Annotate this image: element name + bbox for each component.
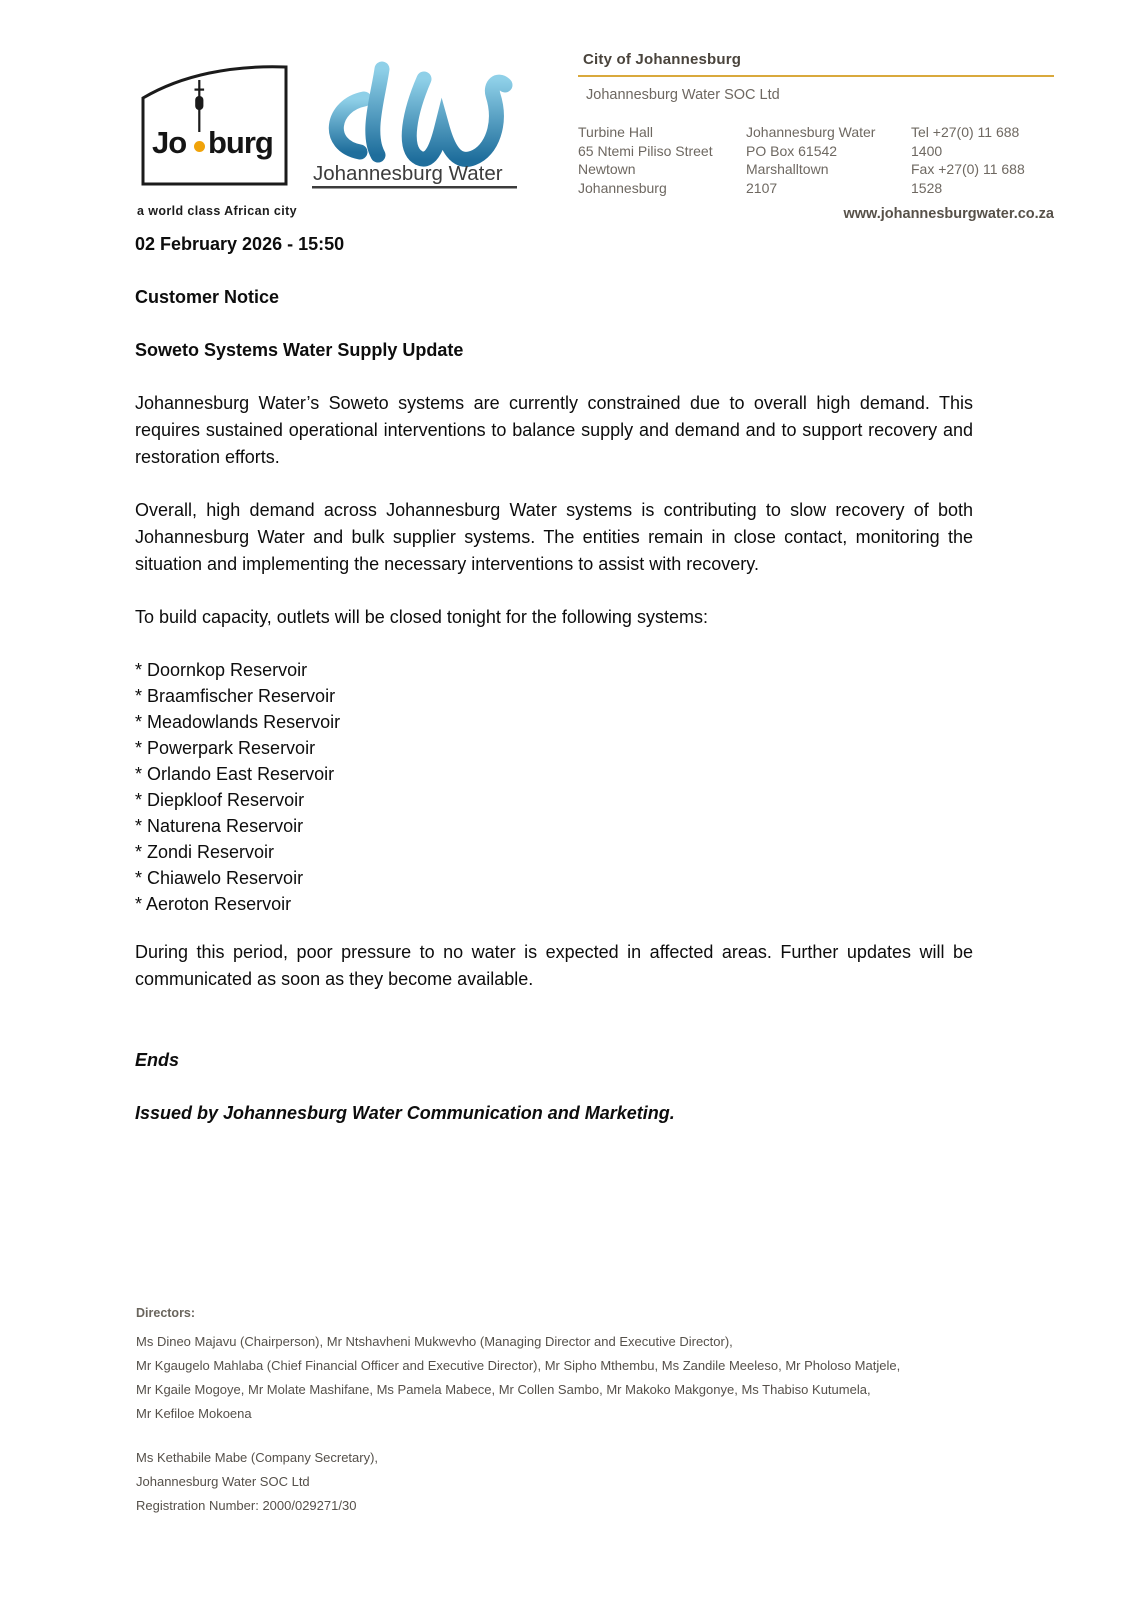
- reservoir-item: * Aeroton Reservoir: [135, 894, 292, 914]
- reservoir-item: * Meadowlands Reservoir: [135, 712, 341, 732]
- list-intro: To build capacity, outlets will be closed tonight for the following systems:: [135, 607, 708, 627]
- company-secretary-line: Ms Kethabile Mabe (Company Secretary),: [136, 1450, 379, 1465]
- directors-line: Mr Kgaugelo Mahlaba (Chief Financial Officer and Executive Director), Mr Sipho Mthembu, Ms Zandile Meeleso, Mr Pholoso Matjele,: [136, 1358, 901, 1373]
- paragraph-2: Overall, high demand across Johannesburg Water systems is contributing to slow recovery of both Johannesburg Water and bulk supplier systems. The entities remain in close contact, monitoring the situation and implementing the necessary interventions to assist with recovery.: [135, 500, 973, 574]
- notice-title: Customer Notice: [135, 287, 280, 307]
- footer-company: Johannesburg Water SOC Ltd: [136, 1474, 310, 1489]
- registration-number: Registration Number: 2000/029271/30: [136, 1498, 357, 1513]
- gold-divider: [578, 75, 1054, 77]
- closing-paragraph: During this period, poor pressure to no water is expected in affected areas. Further updates will be communicated as soon as they become available.: [135, 942, 973, 989]
- website-url: www.johannesburgwater.co.za: [843, 206, 1054, 222]
- joburg-logo-text-jo: Jo: [152, 125, 187, 160]
- notice-subject: Soweto Systems Water Supply Update: [135, 340, 464, 360]
- street-address: Turbine Hall 65 Ntemi Piliso Street Newtown Johannesburg: [578, 124, 713, 196]
- directors-list: [136, 1330, 966, 1426]
- joburg-logo: [137, 62, 297, 218]
- reservoir-item: * Zondi Reservoir: [135, 842, 275, 862]
- paragraph-1: Johannesburg Water’s Soweto systems are currently constrained due to overall high demand. This requires sustained operational interventions to balance supply and demand and to support recovery and restoration efforts.: [135, 393, 973, 467]
- reservoir-item: * Orlando East Reservoir: [135, 764, 335, 784]
- postal-address: Johannesburg Water PO Box 61542 Marshalltown 2107: [746, 124, 876, 196]
- johannesburg-water-logo: [312, 57, 517, 197]
- issued-by-line: Issued by Johannesburg Water Communication and Marketing.: [135, 1103, 675, 1123]
- reservoir-item: * Chiawelo Reservoir: [135, 868, 304, 888]
- directors-line: Ms Dineo Majavu (Chairperson), Mr Ntshavheni Mukwevho (Managing Director and Executive Director),: [136, 1334, 733, 1349]
- orange-dot: [194, 141, 205, 152]
- jw-logo-underline: [312, 186, 517, 189]
- contact-numbers: [911, 123, 1054, 197]
- reservoir-item: * Doornkop Reservoir: [135, 660, 308, 680]
- secretary-block: [136, 1446, 966, 1518]
- reservoir-item: * Braamfischer Reservoir: [135, 686, 336, 706]
- jw-logo-label: Johannesburg Water: [313, 162, 503, 185]
- joburg-tagline: a world class African city: [137, 204, 297, 218]
- fax-number: Fax +27(0) 11 688 1528: [911, 161, 1025, 196]
- reservoir-item: * Powerpark Reservoir: [135, 738, 316, 758]
- reservoir-item: * Diepkloof Reservoir: [135, 790, 305, 810]
- directors-line: Mr Kefiloe Mokoena: [136, 1406, 252, 1421]
- reservoir-item: * Naturena Reservoir: [135, 816, 304, 836]
- letterhead-address-block: [578, 51, 1054, 222]
- ends-line: Ends: [135, 1050, 180, 1070]
- notice-body: [135, 231, 973, 1127]
- reservoir-list: [135, 657, 973, 917]
- tel-number: Tel +27(0) 11 688 1400: [911, 124, 1020, 159]
- jw-swoosh-icon: [312, 57, 517, 192]
- directors-line: Mr Kgaile Mogoye, Mr Molate Mashifane, Ms Pamela Mabece, Mr Collen Sambo, Mr Makoko Makgonye, Ms Thabiso Kutumela,: [136, 1382, 871, 1397]
- joburg-logo-graphic: [137, 62, 292, 190]
- company-name: Johannesburg Water SOC Ltd: [586, 87, 780, 103]
- date-line: 02 February 2026 - 15:50: [135, 234, 345, 254]
- document-footer: [136, 1306, 966, 1518]
- city-heading: City of Johannesburg: [583, 51, 742, 68]
- directors-label: Directors:: [136, 1306, 196, 1320]
- joburg-logo-text-burg: burg: [208, 125, 273, 160]
